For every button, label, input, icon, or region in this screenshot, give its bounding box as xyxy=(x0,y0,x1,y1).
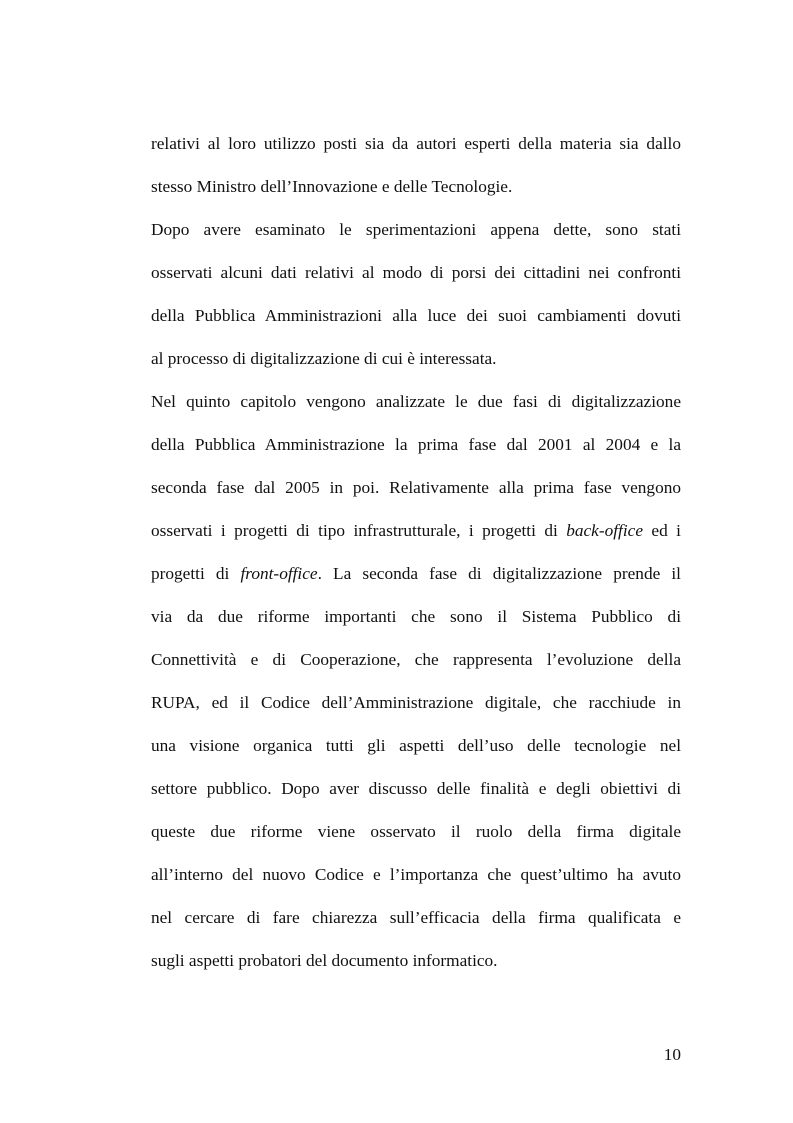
text-run: della Pubblica Amministrazione la prima fase dal 2001 al 2004 e la xyxy=(151,435,681,454)
text-run: Dopo avere esaminato le sperimentazioni appena dette, sono stati xyxy=(151,220,681,239)
text-line xyxy=(151,650,681,670)
text-line xyxy=(151,478,681,498)
italic-term: back-office xyxy=(566,521,643,540)
text-line xyxy=(151,779,681,799)
text-line xyxy=(151,521,681,541)
text-run: progetti di xyxy=(151,564,241,583)
text-line xyxy=(151,392,681,412)
text-run: Connettività e di Cooperazione, che rappresenta l’evoluzione della xyxy=(151,650,681,669)
text-line xyxy=(151,177,681,197)
text-run: osservati i progetti di tipo infrastrutturale, i progetti di xyxy=(151,521,567,540)
text-line xyxy=(151,865,681,885)
text-run: . La seconda fase di digitalizzazione prende il xyxy=(317,564,681,583)
text-line xyxy=(151,736,681,756)
text-line xyxy=(151,693,681,713)
text-run: seconda fase dal 2005 in poi. Relativamente alla prima fase vengono xyxy=(151,478,681,497)
text-line xyxy=(151,951,681,971)
text-line xyxy=(151,607,681,627)
text-run: queste due riforme viene osservato il ruolo della firma digitale xyxy=(151,822,681,841)
text-line xyxy=(151,306,681,326)
text-run: relativi al loro utilizzo posti sia da autori esperti della materia sia dallo xyxy=(151,134,681,153)
text-line xyxy=(151,564,681,584)
text-run: Nel quinto capitolo vengono analizzate le due fasi di digitalizzazione xyxy=(151,392,681,411)
text-run: della Pubblica Amministrazioni alla luce dei suoi cambiamenti dovuti xyxy=(151,306,681,325)
text-line xyxy=(151,908,681,928)
italic-term: front-office xyxy=(240,564,318,583)
text-line xyxy=(151,822,681,842)
text-run: RUPA, ed il Codice dell’Amministrazione digitale, che racchiude in xyxy=(151,693,681,712)
text-run: all’interno del nuovo Codice e l’importanza che quest’ultimo ha avuto xyxy=(151,865,681,884)
text-run: osservati alcuni dati relativi al modo di porsi dei cittadini nei confronti xyxy=(151,263,681,282)
text-line xyxy=(151,134,681,154)
text-run: settore pubblico. Dopo aver discusso delle finalità e degli obiettivi di xyxy=(151,779,681,798)
text-line xyxy=(151,220,681,240)
text-run: una visione organica tutti gli aspetti dell’uso delle tecnologie nel xyxy=(151,736,681,755)
text-line xyxy=(151,349,681,369)
text-line xyxy=(151,263,681,283)
text-line xyxy=(151,435,681,455)
text-run: al processo di digitalizzazione di cui è interessata. xyxy=(151,349,497,368)
text-run: sugli aspetti probatori del documento informatico. xyxy=(151,951,498,970)
page-number: 10 xyxy=(663,1045,681,1064)
text-run: ed i xyxy=(643,521,681,540)
text-run: via da due riforme importanti che sono il Sistema Pubblico di xyxy=(151,607,681,626)
text-run: stesso Ministro dell’Innovazione e delle Tecnologie. xyxy=(151,177,513,196)
text-run: nel cercare di fare chiarezza sull’efficacia della firma qualificata e xyxy=(151,908,681,927)
